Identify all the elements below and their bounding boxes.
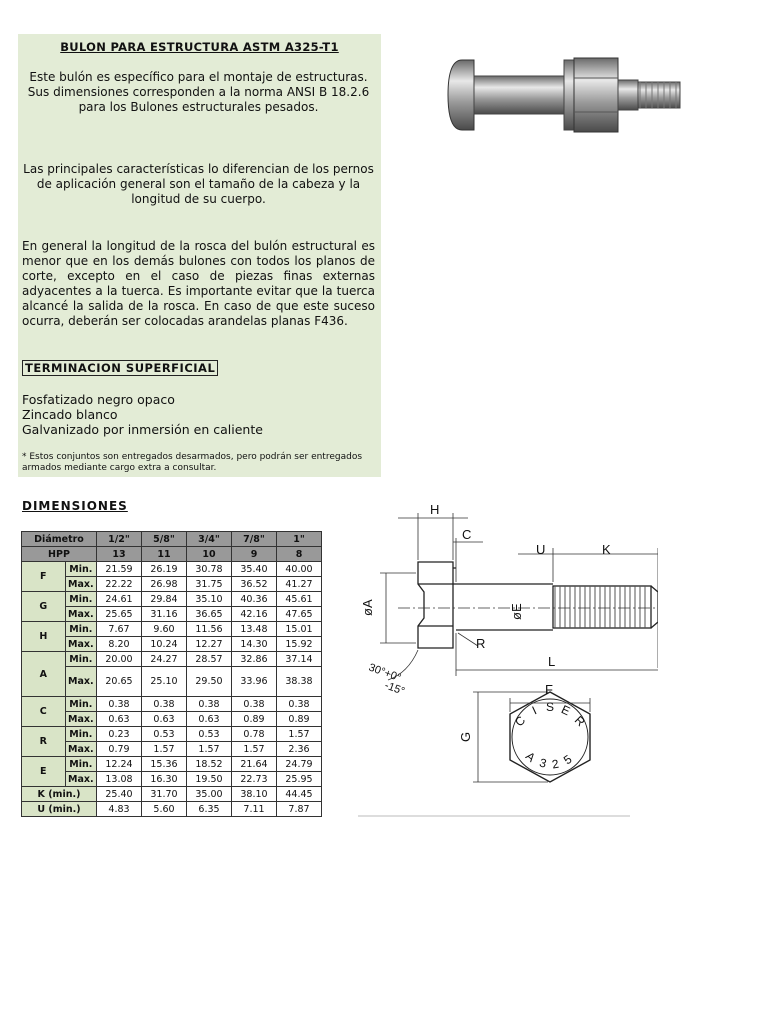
table-cell: 30.78 (187, 562, 232, 577)
table-cell: 2.36 (277, 742, 322, 757)
table-cell: 1.57 (232, 742, 277, 757)
table-cell: 11 (142, 547, 187, 562)
table-cell: 0.53 (142, 727, 187, 742)
row-sub-label: Max. (65, 772, 96, 787)
label-h: H (430, 502, 440, 517)
table-cell: 20.65 (97, 667, 142, 697)
table-cell: 26.98 (142, 577, 187, 592)
label-a: øA (360, 599, 375, 616)
table-cell: 22.73 (232, 772, 277, 787)
table-cell: 31.75 (187, 577, 232, 592)
table-row (22, 607, 322, 622)
table-cell: 21.64 (232, 757, 277, 772)
table-cell: 20.00 (97, 652, 142, 667)
row-sub-label: Max. (65, 577, 96, 592)
header-cell: 1/2" (97, 532, 142, 547)
table-cell: 44.45 (277, 787, 322, 802)
header-cell: Diámetro (22, 532, 97, 547)
product-title: BULON PARA ESTRUCTURA ASTM A325-T1 (60, 40, 339, 54)
table-row (22, 742, 322, 757)
table-row (22, 802, 322, 817)
table-cell: 0.89 (232, 712, 277, 727)
bolt-photo (440, 48, 690, 143)
table-cell: 0.63 (142, 712, 187, 727)
label-k: K (602, 542, 611, 557)
head-mark-char: 5 (560, 752, 575, 768)
table-row (22, 652, 322, 667)
table-cell: 25.95 (277, 772, 322, 787)
row-group-label: G (22, 592, 66, 622)
table-cell: 38.10 (232, 787, 277, 802)
header-cell: 1" (277, 532, 322, 547)
header-cell: 3/4" (187, 532, 232, 547)
table-row (22, 727, 322, 742)
table-row (22, 712, 322, 727)
table-cell: 0.38 (97, 697, 142, 712)
table-cell: 36.65 (187, 607, 232, 622)
table-cell: 29.50 (187, 667, 232, 697)
table-cell: 14.30 (232, 637, 277, 652)
table-row (22, 547, 322, 562)
table-cell: 25.40 (97, 787, 142, 802)
label-g: G (458, 731, 473, 742)
table-cell: 1.57 (142, 742, 187, 757)
row-sub-label: Min. (65, 622, 96, 637)
head-mark-char: R (571, 713, 588, 730)
label-angle: 30°+0° (366, 661, 403, 685)
table-cell: 32.86 (232, 652, 277, 667)
table-cell: 24.79 (277, 757, 322, 772)
table-cell: 13 (97, 547, 142, 562)
label-u: U (536, 542, 546, 557)
row-label: U (min.) (22, 802, 97, 817)
table-cell: 11.56 (187, 622, 232, 637)
table-cell: 13.48 (232, 622, 277, 637)
head-mark-char: 2 (550, 756, 560, 772)
row-sub-label: Max. (65, 637, 96, 652)
table-cell: 8.20 (97, 637, 142, 652)
table-cell: 47.65 (277, 607, 322, 622)
head-mark-char: E (559, 702, 573, 719)
table-cell: 37.14 (277, 652, 322, 667)
table-cell: 0.38 (187, 697, 232, 712)
row-sub-label: Max. (65, 742, 96, 757)
table-cell: 5.60 (142, 802, 187, 817)
table-cell: 0.63 (97, 712, 142, 727)
table-row (22, 787, 322, 802)
finish-item: Zincado blanco (22, 407, 118, 422)
table-cell: 38.38 (277, 667, 322, 697)
table-cell: 28.57 (187, 652, 232, 667)
row-sub-label: Max. (65, 607, 96, 622)
table-row (22, 592, 322, 607)
row-sub-label: Max. (65, 667, 96, 697)
table-cell: 19.50 (187, 772, 232, 787)
head-mark-char: 3 (537, 755, 549, 771)
table-cell: 10.24 (142, 637, 187, 652)
table-row (22, 637, 322, 652)
head-mark-char: S (545, 700, 555, 714)
label-c: C (462, 527, 472, 542)
thread-paragraph: En general la longitud de la rosca del bulón estructural es menor que en los demás bulones con todos los planos de corte, excepto en el caso de piezas finas externas adyacentes a la tuerca. Es importante evitar que la tuerca alcancé la salida de la rosca. En caso de que este suceso ocurra, deberán ser colocadas arandelas planas F436. (22, 239, 375, 328)
description-panel (18, 34, 381, 477)
table-cell: 31.70 (142, 787, 187, 802)
table-cell: 4.83 (97, 802, 142, 817)
dimensions-table (21, 531, 322, 817)
row-label: K (min.) (22, 787, 97, 802)
table-cell: 21.59 (97, 562, 142, 577)
table-row (22, 667, 322, 697)
dimension-groups (22, 562, 322, 787)
table-cell: 42.16 (232, 607, 277, 622)
table-row (22, 562, 322, 577)
row-sub-label: Min. (65, 592, 96, 607)
table-cell: 24.27 (142, 652, 187, 667)
row-group-label: H (22, 622, 66, 652)
table-cell: 7.87 (277, 802, 322, 817)
assembly-note: * Estos conjuntos son entregados desarmados, pero podrán ser entregados armados mediante cargo extra a consultar. (22, 452, 363, 473)
table-cell: 0.38 (142, 697, 187, 712)
table-row (22, 622, 322, 637)
row-group-label: F (22, 562, 66, 592)
row-group-label: A (22, 652, 66, 697)
table-cell: 31.16 (142, 607, 187, 622)
table-cell: 15.01 (277, 622, 322, 637)
finish-item: Galvanizado por inmersión en caliente (22, 422, 263, 437)
table-cell: 35.40 (232, 562, 277, 577)
bolt-technical-drawing (358, 498, 658, 818)
table-cell: 0.23 (97, 727, 142, 742)
row-group-label: E (22, 757, 66, 787)
row-sub-label: Min. (65, 697, 96, 712)
label-e: øE (509, 603, 524, 620)
finish-section-title: TERMINACION SUPERFICIAL (22, 360, 218, 376)
table-cell: 36.52 (232, 577, 277, 592)
characteristics-paragraph: Las principales características lo diferencian de los pernos de aplicación general son el tamaño de la cabeza y la longitud de su cuerpo. (23, 162, 374, 206)
table-cell: 0.78 (232, 727, 277, 742)
table-cell: 29.84 (142, 592, 187, 607)
table-cell: 8 (277, 547, 322, 562)
table-cell: 0.79 (97, 742, 142, 757)
dimensions-title: DIMENSIONES (22, 499, 128, 513)
row-sub-label: Max. (65, 712, 96, 727)
finish-list (22, 392, 263, 437)
intro-paragraph: Este bulón es específico para el montaje de estructuras. Sus dimensiones corresponden a la norma ANSI B 18.2.6 para los Bulones estructurales pesados. (27, 70, 370, 114)
table-cell: 41.27 (277, 577, 322, 592)
table-row (22, 697, 322, 712)
table-cell: 35.00 (187, 787, 232, 802)
head-mark-char: A (523, 748, 539, 765)
table-cell: 25.65 (97, 607, 142, 622)
table-cell: 0.63 (187, 712, 232, 727)
table-header-row (22, 532, 322, 547)
table-cell: 10 (187, 547, 232, 562)
label-l: L (548, 654, 556, 669)
row-sub-label: Min. (65, 727, 96, 742)
row-sub-label: Min. (65, 757, 96, 772)
table-cell: 0.89 (277, 712, 322, 727)
table-cell: 22.22 (97, 577, 142, 592)
table-cell: 7.11 (232, 802, 277, 817)
table-cell: 40.36 (232, 592, 277, 607)
table-cell: 1.57 (187, 742, 232, 757)
label-f: F (545, 682, 553, 697)
table-cell: 0.38 (277, 697, 322, 712)
table-cell: 7.67 (97, 622, 142, 637)
table-cell: 18.52 (187, 757, 232, 772)
table-cell: 13.08 (97, 772, 142, 787)
row-sub-label: Min. (65, 652, 96, 667)
label-angle-tol: -15° (382, 679, 407, 698)
table-cell: 25.10 (142, 667, 187, 697)
table-cell: 45.61 (277, 592, 322, 607)
table-cell: 9.60 (142, 622, 187, 637)
table-cell: 35.10 (187, 592, 232, 607)
table-cell: 12.24 (97, 757, 142, 772)
header-cell: 5/8" (142, 532, 187, 547)
finish-item: Fosfatizado negro opaco (22, 392, 175, 407)
table-row (22, 577, 322, 592)
table-row (22, 757, 322, 772)
table-cell: 6.35 (187, 802, 232, 817)
table-row (22, 772, 322, 787)
table-cell: 1.57 (277, 727, 322, 742)
header-cell: HPP (22, 547, 97, 562)
table-cell: 24.61 (97, 592, 142, 607)
table-cell: 9 (232, 547, 277, 562)
table-cell: 33.96 (232, 667, 277, 697)
header-cell: 7/8" (232, 532, 277, 547)
table-cell: 0.38 (232, 697, 277, 712)
table-cell: 15.36 (142, 757, 187, 772)
row-sub-label: Min. (65, 562, 96, 577)
head-mark-char: C (512, 713, 529, 730)
row-group-label: R (22, 727, 66, 757)
row-group-label: C (22, 697, 66, 727)
table-cell: 16.30 (142, 772, 187, 787)
table-cell: 40.00 (277, 562, 322, 577)
table-cell: 12.27 (187, 637, 232, 652)
table-cell: 26.19 (142, 562, 187, 577)
table-cell: 0.53 (187, 727, 232, 742)
table-cell: 15.92 (277, 637, 322, 652)
label-r: R (476, 636, 486, 651)
head-mark-char: I (529, 703, 539, 718)
